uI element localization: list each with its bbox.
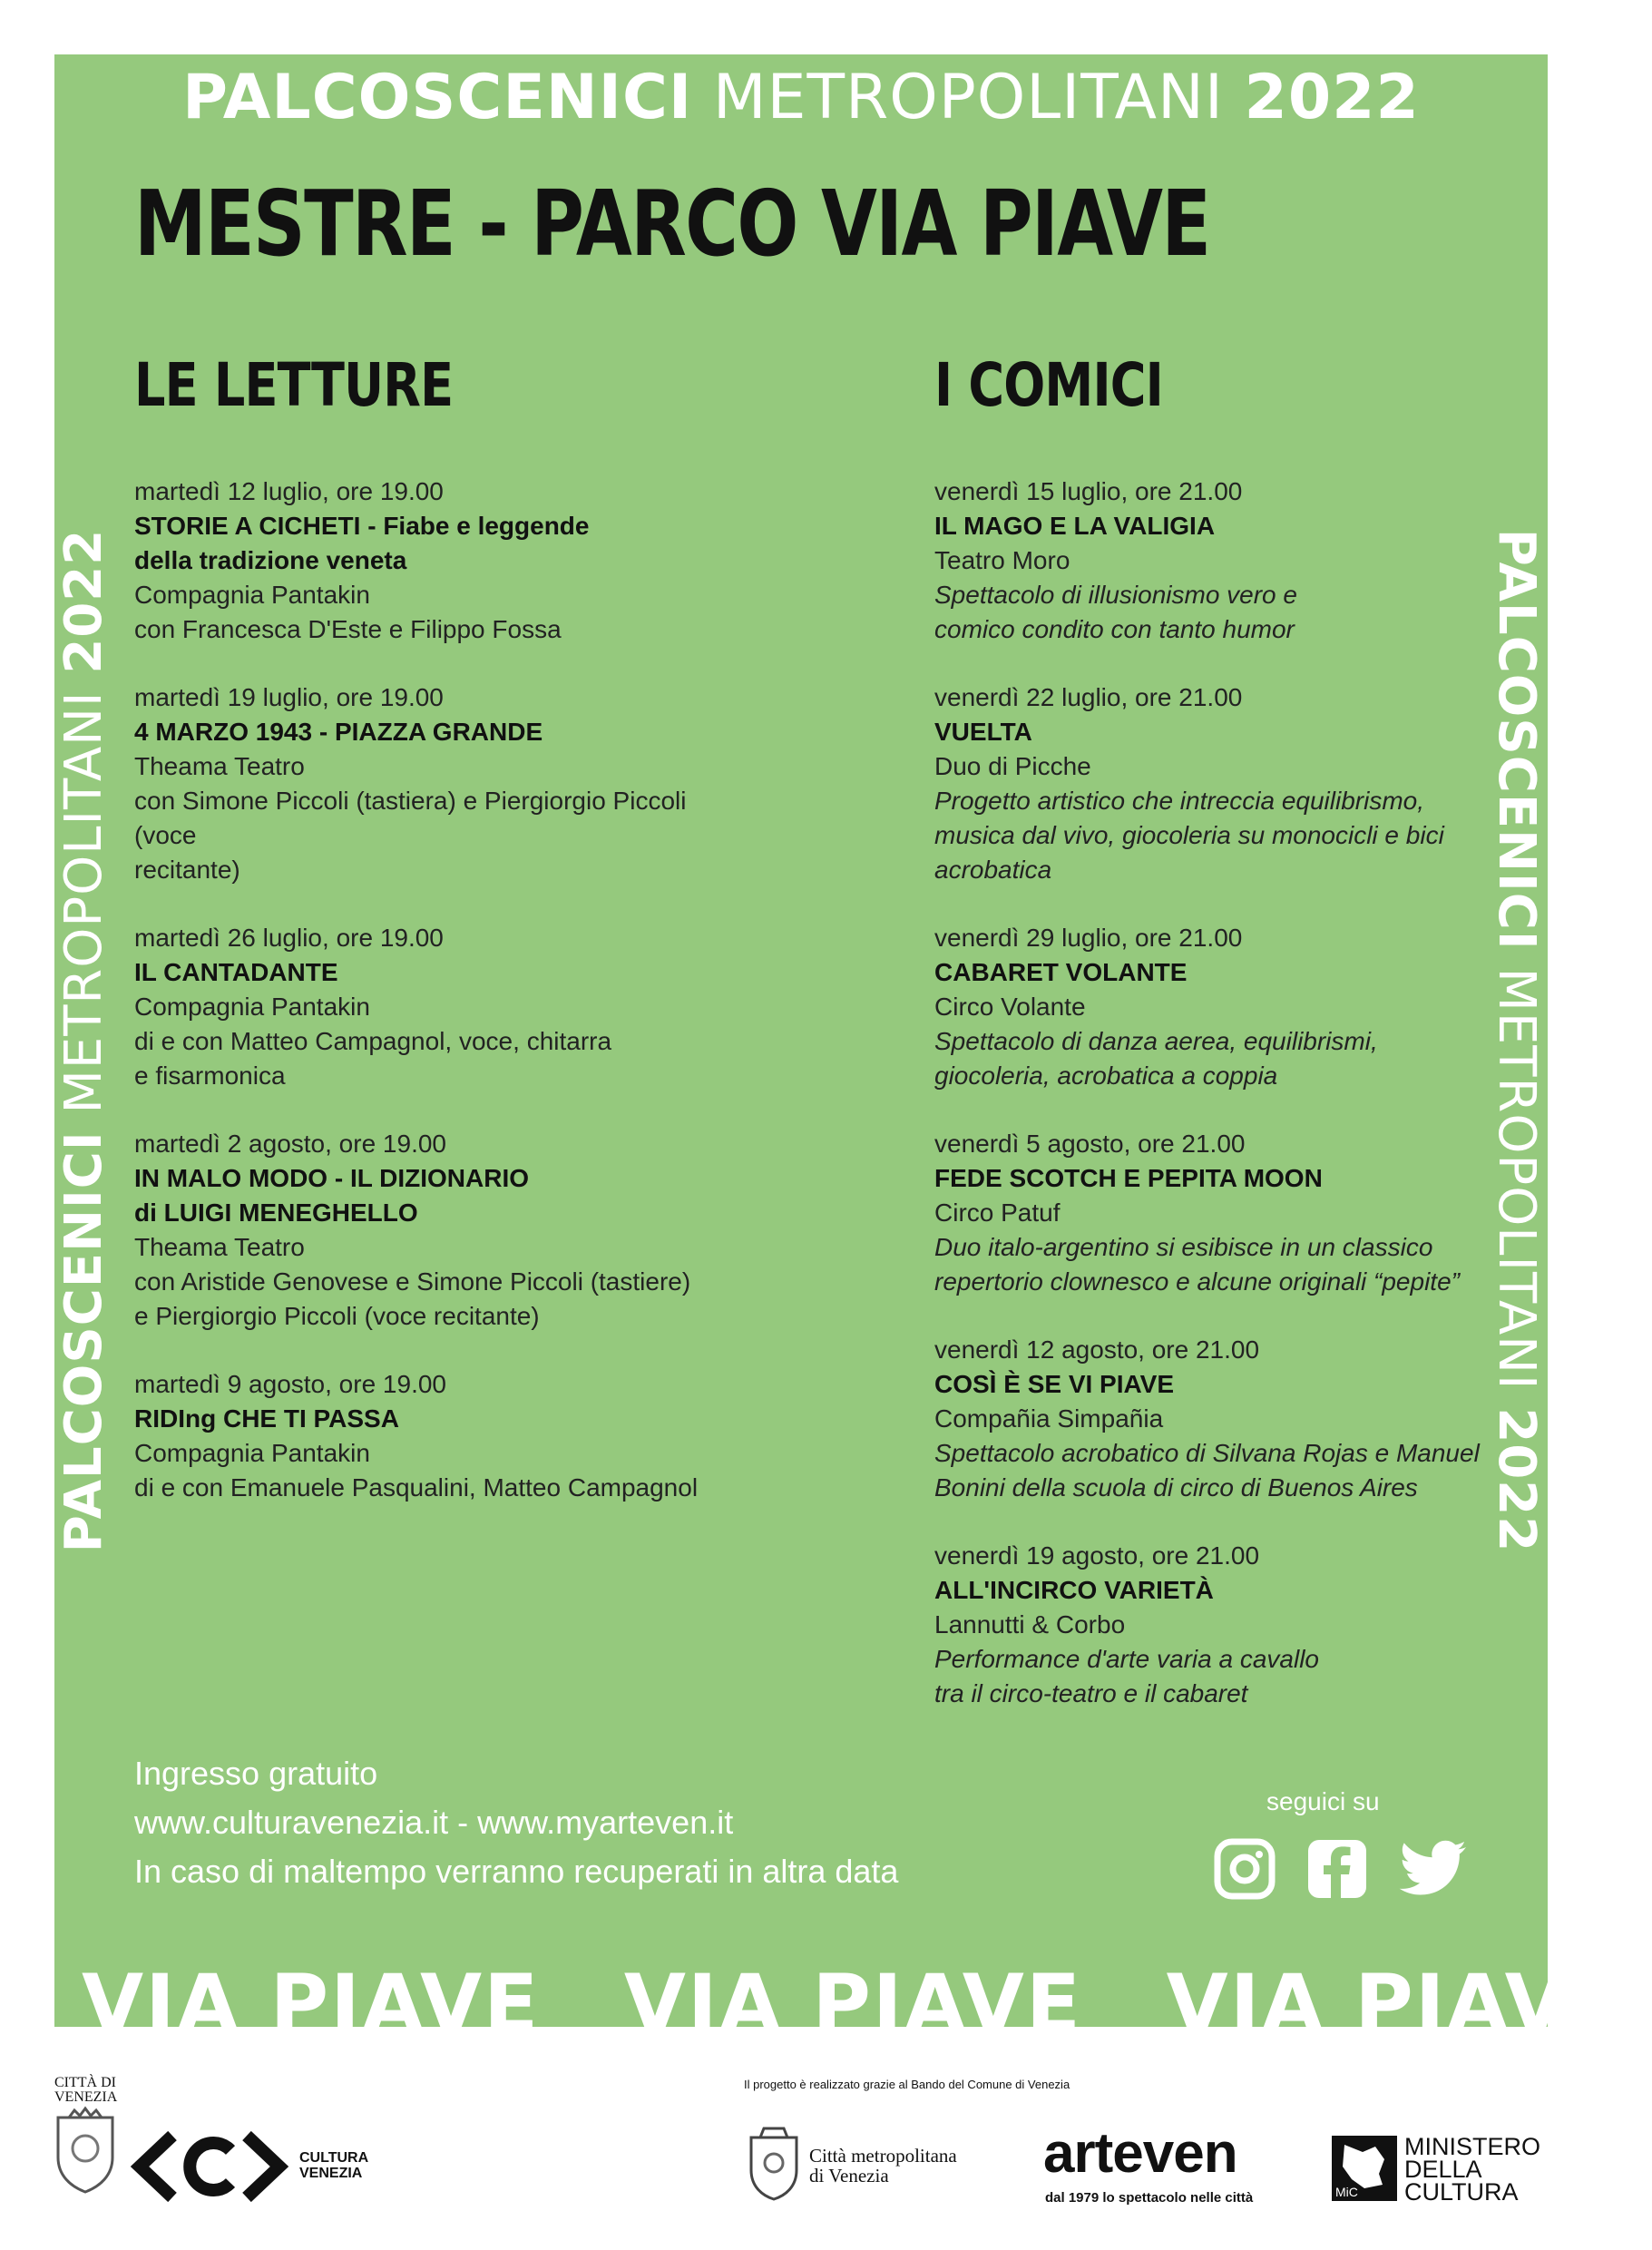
ministero-line: DELLA (1404, 2156, 1482, 2183)
event-company: Compagnia Pantakin (134, 993, 370, 1021)
comici-event (934, 921, 1515, 1093)
website-links[interactable]: www.culturavenezia.it - www.myarteven.it (134, 1804, 734, 1841)
bottom-frame-banner (54, 1957, 1625, 2050)
event-cast: di e con Emanuele Pasqualini, Matteo Campagnol (134, 1473, 699, 1502)
free-entry-text: Ingresso gratuito (134, 1755, 378, 1792)
comici-heading: I COMICI (934, 350, 1163, 420)
event-date: venerdì 29 luglio, ore 21.00 (934, 924, 1243, 952)
event-date: venerdì 15 luglio, ore 21.00 (934, 477, 1243, 505)
event-title: COSÌ È SE VI PIAVE (934, 1370, 1175, 1398)
frame-left-year: 2022 (54, 528, 113, 674)
event-date: martedì 9 agosto, ore 19.00 (134, 1370, 446, 1398)
event-company: Lannutti & Corbo (934, 1610, 1126, 1639)
page-title: MESTRE - PARCO VIA PIAVE (134, 171, 1210, 277)
event-description: Spettacolo di danza aerea, equilibrismi, (934, 1027, 1378, 1055)
citta-di-venezia-line: CITTÀ DI (54, 2075, 116, 2090)
frame-top-year: 2022 (1244, 62, 1420, 133)
twitter-icon[interactable] (1397, 1836, 1462, 1902)
event-title: di LUIGI MENEGHELLO (134, 1198, 418, 1227)
mic-logo-icon (1332, 2136, 1397, 2201)
ministero-line: MINISTERO (1404, 2133, 1541, 2160)
event-company: Theama Teatro (134, 1233, 305, 1261)
event-description: Performance d'arte varia a cavallo (934, 1645, 1319, 1673)
top-frame-banner (54, 54, 1548, 142)
event-date: venerdì 12 agosto, ore 21.00 (934, 1335, 1260, 1364)
event-title: della tradizione veneta (134, 546, 407, 574)
event-company: Teatro Moro (934, 546, 1070, 574)
bottom-banner-text: VIA PIAVE (1166, 1957, 1625, 2050)
citta-metropolitana-line: di Venezia (809, 2165, 889, 2186)
event-title: IL CANTADANTE (134, 958, 338, 986)
event-date: martedì 2 agosto, ore 19.00 (134, 1130, 446, 1158)
event-description: comico condito con tanto humor (934, 615, 1295, 643)
letture-event (134, 680, 715, 887)
event-description: Spettacolo acrobatico di Silvana Rojas e Manuel (934, 1439, 1480, 1467)
info-block (134, 1749, 898, 1896)
left-frame-banner (53, 54, 116, 2027)
arteven-logo: arteven (1043, 2122, 1237, 2185)
event-title: ALL'INCIRCO VARIETÀ (934, 1576, 1214, 1604)
event-cast: e Piergiorgio Piccoli (voce recitante) (134, 1302, 540, 1330)
frame-left-bold: PALCOSCENICI (54, 1130, 113, 1553)
event-description: Spettacolo di illusionismo vero e (934, 581, 1297, 609)
event-cast: di e con Matteo Campagnol, voce, chitarra (134, 1027, 612, 1055)
frame-right-light: METROPOLITANI (1487, 967, 1546, 1391)
event-cast: con Francesca D'Este e Filippo Fossa (134, 615, 562, 643)
event-description: acrobatica (934, 856, 1052, 884)
event-title: RIDIng CHE TI PASSA (134, 1404, 399, 1433)
arteven-tagline: dal 1979 lo spettacolo nelle città (1045, 2190, 1254, 2206)
event-title: FEDE SCOTCH E PEPITA MOON (934, 1164, 1323, 1192)
event-date: venerdì 19 agosto, ore 21.00 (934, 1541, 1260, 1570)
event-company: Compagnia Pantakin (134, 1439, 370, 1467)
letture-event (134, 474, 715, 647)
cultura-venezia-logo (299, 2150, 368, 2181)
event-company: Circo Volante (934, 993, 1086, 1021)
cultura-venezia-line: VENEZIA (299, 2166, 363, 2181)
sponsor-note: Il progetto è realizzato grazie al Bando del Comune di Venezia (744, 2078, 1070, 2091)
frame-right-year: 2022 (1487, 1407, 1546, 1553)
event-description: Progetto artistico che intreccia equilibrismo, (934, 787, 1425, 815)
event-description: Bonini della scuola di circo di Buenos Aires (934, 1473, 1418, 1502)
event-date: venerdì 22 luglio, ore 21.00 (934, 683, 1243, 711)
social-block (1212, 1787, 1484, 1902)
event-description: giocoleria, acrobatica a coppia (934, 1061, 1278, 1090)
instagram-icon[interactable] (1212, 1836, 1277, 1902)
cultura-venezia-logo-icon (132, 2130, 287, 2207)
citta-metropolitana-logo (809, 2146, 957, 2186)
event-description: musica dal vivo, giocoleria su monocicli e bici (934, 821, 1444, 849)
venezia-crest-icon (53, 2108, 118, 2198)
comici-event (934, 680, 1515, 887)
bottom-banner-text: VIA PIAVE (623, 1957, 1083, 2050)
event-company: Circo Patuf (934, 1198, 1061, 1227)
comici-event (934, 1333, 1515, 1505)
frame-left-light: METROPOLITANI (54, 690, 113, 1114)
event-description: tra il circo-teatro e il cabaret (934, 1679, 1248, 1707)
event-title: IL MAGO E LA VALIGIA (934, 512, 1216, 540)
event-title: IN MALO MODO - IL DIZIONARIO (134, 1164, 530, 1192)
comici-event (934, 1539, 1515, 1711)
event-date: martedì 19 luglio, ore 19.00 (134, 683, 444, 711)
letture-event (134, 1367, 715, 1505)
sponsor-logos (0, 2059, 1591, 2250)
event-company: Duo di Picche (934, 752, 1091, 780)
event-cast: e fisarmonica (134, 1061, 286, 1090)
poster-panel (54, 54, 1625, 2050)
citta-di-venezia-logo (54, 2076, 117, 2105)
event-cast: con Simone Piccoli (tastiera) e Piergiorgio Piccoli (voce (134, 787, 687, 849)
ministero-logo (1404, 2133, 1541, 2206)
event-title: CABARET VOLANTE (934, 958, 1188, 986)
event-date: venerdì 5 agosto, ore 21.00 (934, 1130, 1246, 1158)
mic-label: MiC (1335, 2185, 1358, 2199)
facebook-icon[interactable] (1305, 1836, 1370, 1902)
comici-event (934, 474, 1515, 647)
event-company: Compagnia Pantakin (134, 581, 370, 609)
event-description: Duo italo-argentino si esibisce in un classico (934, 1233, 1433, 1261)
bottom-banner-text: VIA PIAVE (82, 1957, 541, 2050)
event-cast: con Aristide Genovese e Simone Piccoli (tastiere) (134, 1267, 691, 1296)
comici-event (934, 1127, 1515, 1299)
event-date: martedì 12 luglio, ore 19.00 (134, 477, 444, 505)
comici-column (934, 350, 1515, 1745)
social-label: seguici su (1266, 1787, 1380, 1815)
letture-event (134, 921, 715, 1093)
event-title: 4 MARZO 1943 - PIAZZA GRANDE (134, 718, 543, 746)
event-description: repertorio clownesco e alcune originali “pepite” (934, 1267, 1460, 1296)
frame-top-bold: PALCOSCENICI (182, 62, 693, 133)
event-title: STORIE A CICHETI - Fiabe e leggende (134, 512, 590, 540)
weather-note: In caso di maltempo verranno recuperati in altra data (134, 1853, 899, 1890)
event-company: Theama Teatro (134, 752, 305, 780)
letture-column (134, 350, 715, 1539)
event-company: Compañia Simpañia (934, 1404, 1164, 1433)
event-cast: recitante) (134, 856, 240, 884)
citta-metropolitana-line: Città metropolitana (809, 2145, 957, 2167)
ministero-line: CULTURA (1404, 2178, 1519, 2206)
event-date: martedì 26 luglio, ore 19.00 (134, 924, 444, 952)
letture-heading: LE LETTURE (134, 350, 454, 420)
frame-top-light: METROPOLITANI (712, 62, 1224, 133)
event-title: VUELTA (934, 718, 1032, 746)
frame-right-bold: PALCOSCENICI (1487, 528, 1546, 951)
citta-di-venezia-line: VENEZIA (54, 2089, 118, 2105)
letture-event (134, 1127, 715, 1334)
cultura-venezia-line: CULTURA (299, 2150, 369, 2166)
citta-metropolitana-crest-icon (746, 2121, 802, 2207)
